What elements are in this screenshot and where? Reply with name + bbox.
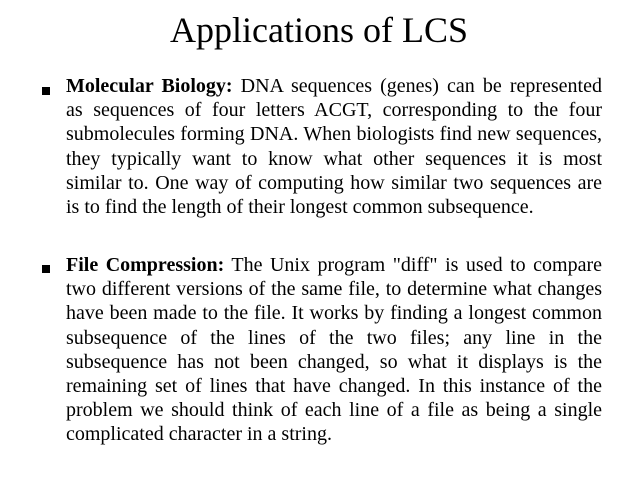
bullet-text: DNA sequences (genes) can be represented as sequences of four letters ACGT, corresponding to the four submolecules forming DNA. When biologists find new sequences, they typically want to know what other sequences it is most similar to. One way of computing how similar two sequences are is to find the length of their longest common subsequence.	[66, 75, 602, 219]
bullet-paragraph	[66, 253, 602, 447]
square-bullet-icon	[42, 265, 50, 273]
slide-title: Applications of LCS	[170, 10, 468, 50]
square-bullet-icon	[42, 87, 50, 95]
bullet-paragraph	[66, 74, 602, 219]
bullet-text: The Unix program "diff" is used to compare two different versions of the same file, to determine what changes have been made to the file. It works by finding a longest common subsequence of the lines of the two files; any line in the subsequence has not been changed, so what it displays is the remaining set of lines that have changed. In this instance of the problem we should think of each line of a file as being a single complicated character in a string.	[66, 254, 602, 446]
bullet-lead: File Compression:	[66, 254, 225, 276]
bullet-lead: Molecular Biology:	[66, 75, 233, 97]
